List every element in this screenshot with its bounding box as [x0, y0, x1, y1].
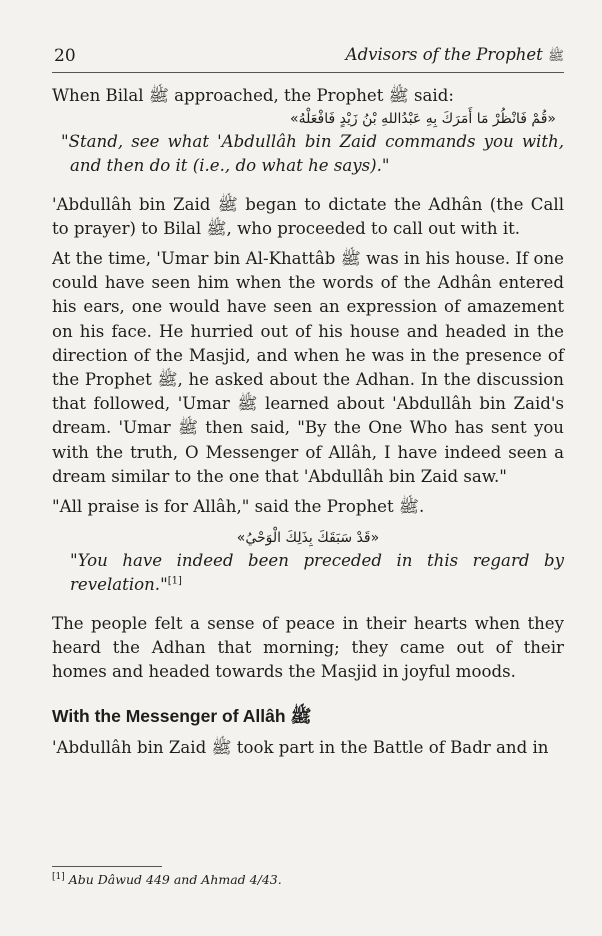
- footnote-divider: [52, 866, 162, 867]
- footnote-reference: [1]: [167, 575, 182, 587]
- footnote-marker: [1]: [52, 871, 65, 882]
- running-title-text: Advisors of the Prophet: [345, 45, 543, 64]
- paragraph-bilal-approach: When Bilal ﷺ approached, the Prophet ﷺ said:: [52, 86, 454, 105]
- page-body: [52, 84, 564, 761]
- paragraph-people-peace: The people felt a sense of peace in their hearts when they heard the Adhan that morning; they came out of their homes and headed towards the Masjid in joyful moods.: [52, 613, 564, 682]
- paragraph-adhan-dictation: 'Abdullâh bin Zaid ﷺ began to dictate the Adhân (the Call to prayer) to Bilal ﷺ, who proceeded to call out with it.: [52, 194, 564, 238]
- footnote-text: Abu Dâwud 449 and Ahmad 4/43.: [68, 872, 282, 887]
- footnote: [52, 872, 564, 887]
- page-number: 20: [54, 46, 76, 66]
- paragraph-umar-house: At the time, 'Umar bin Al-Khattâb ﷺ was in his house. If one could have seen him when the words of the Adhân entered his ears, one would have seen an expression of amazement on his face. He hurried out of his house and headed in the direction of the Masjid, and when he was in the presence of the Prophet ﷺ, he asked about the Adhan. In the discussion that followed, 'Umar ﷺ learned about 'Abdullâh bin Zaid's dream. 'Umar ﷺ then said, "By the One Who has sent you with the truth, O Messenger of Allâh, I have indeed seen a dream similar to the one that 'Abdullâh bin Zaid saw.": [52, 249, 564, 486]
- page-header: [52, 40, 564, 73]
- running-title: [346, 45, 564, 67]
- arabic-hadith-1: «قُمْ فَانْظُرْ مَا أَمَرَكَ بِهِ عَبْدُاللهِ بْنُ زَيْدٍ فَافْعَلْهُ»: [290, 111, 556, 128]
- honorific-glyph: ﷺ: [548, 49, 564, 64]
- arabic-hadith-2: «قَدْ سَبَقَكَ بِذَلِكَ الْوَحْيُ»: [236, 530, 380, 547]
- translated-quote-2: [52, 549, 564, 597]
- translated-quote-2-text: "You have indeed been preceded in this regard by revelation.": [70, 551, 564, 595]
- section-heading: With the Messenger of Allâh ﷺ: [52, 706, 312, 727]
- paragraph-badr: 'Abdullâh bin Zaid ﷺ took part in the Battle of Badr and in: [52, 738, 549, 758]
- translated-quote-1: "Stand, see what 'Abdullâh bin Zaid commands you with, and then do it (i.e., do what he says).": [61, 132, 564, 176]
- paragraph-all-praise: "All praise is for Allâh," said the Prophet ﷺ.: [52, 497, 425, 517]
